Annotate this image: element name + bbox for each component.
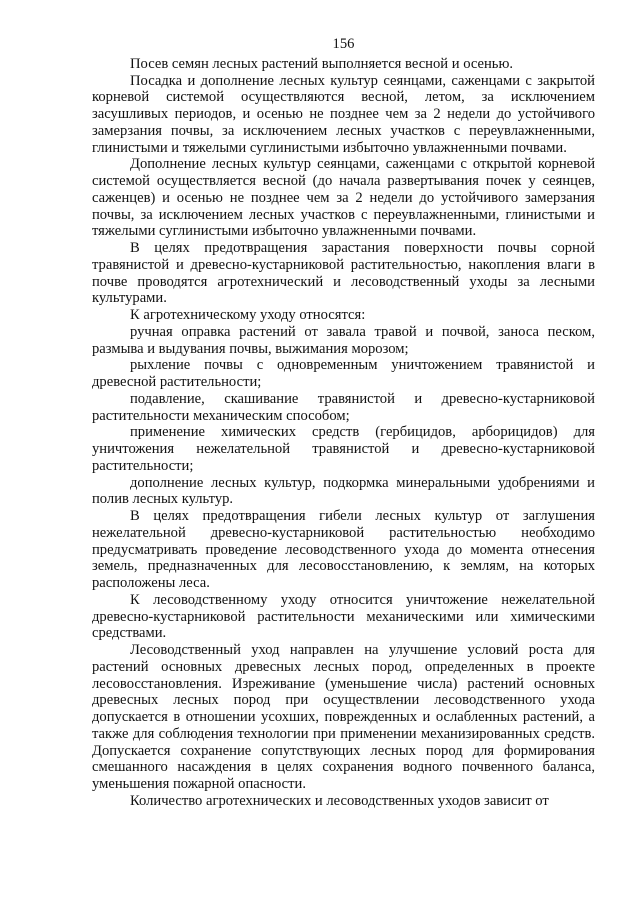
page-number: 156 [332,36,355,52]
paragraph-care-count: Количество агротехнических и лесоводственных уходов зависит от [130,792,549,809]
paragraph-agrotechnical-intro: К агротехническому уходу относятся: [130,307,366,323]
paragraph-silvicultural-definition: К лесоводственному уходу относится уничтожение нежелательной древесно-кустарниковой растительности механическими или химическими средствами. [92,591,595,642]
paragraph-sowing-season: Посев семян лесных растений выполняется весной и осенью. [130,55,514,72]
paragraph-silvicultural-purpose: Лесоводственный уход направлен на улучшение условий роста для растений основных древесных лесных пород, определенных в проекте лесовосстановления. Изреживание (уменьшение числа) растений основных древесных лесных пород при осуществлении лесоводственного ухода допускается в отношении усохших, поврежденных и ослабленных растений, а также для соблюдения технологии при применении механизированных средств. Допускается сохранение сопутствующих лесных пород для формирования смешанного насаждения в целях сохранения водного почвенного баланса, уменьшения пожарной опасности. [92,642,595,792]
paragraph-planting-open-root: Дополнение лесных культур сеянцами, саженцами с открытой корневой системой осуществляется весной (до начала развертывания почек у сеянцев, саженцев) и осенью не позднее чем за 2 недели до устойчивого замерзания почвы, за исключением лесных участков с переувлажненными, глинистыми и тяжелыми суглинистыми избыточно увлажненными почвами. [92,156,595,240]
list-item-mowing: подавление, скашивание травянистой и древесно-кустарниковой растительности механическим способом; [92,390,595,424]
paragraph-prevent-suppression: В целях предотвращения гибели лесных культур от заглушения нежелательной древесно-кустарниковой растительностью необходимо предусматривать проведение лесоводственного ухода до момента отнесения земель, предназначенных для лесовосстановлению, к землям, на которых расположены леса. [92,508,595,591]
paragraph-planting-closed-root: Посадка и дополнение лесных культур сеянцами, саженцами с закрытой корневой системой осуществляются весной, летом, за исключением засушливых периодов, и осенью не позднее чем за 2 недели до устойчивого замерзания почвы, за исключением лесных участков с переувлажненными, глинистыми и тяжелыми суглинистыми избыточно увлажненными почвами. [92,72,595,156]
list-item-loosening: рыхление почвы с одновременным уничтожением травянистой и древесной растительности; [92,357,595,390]
list-item-chemicals: применение химических средств (гербицидов, арборицидов) для уничтожения нежелательной травянистой и древесно-кустарниковой растительности; [92,424,595,474]
paragraph-care-purpose: В целях предотвращения зарастания поверхности почвы сорной травянистой и древесно-кустарниковой растительностью, накопления влаги в почве проводятся агротехнический и лесоводственный уходы за лесными культурами. [92,240,595,307]
list-item-manual-correction: ручная оправка растений от завала травой и почвой, заноса песком, размыва и выдувания почвы, выжимания морозом; [92,323,595,357]
document-page [92,36,595,810]
list-item-fertilizing: дополнение лесных культур, подкормка минеральными удобрениями и полив лесных культур. [92,474,595,508]
